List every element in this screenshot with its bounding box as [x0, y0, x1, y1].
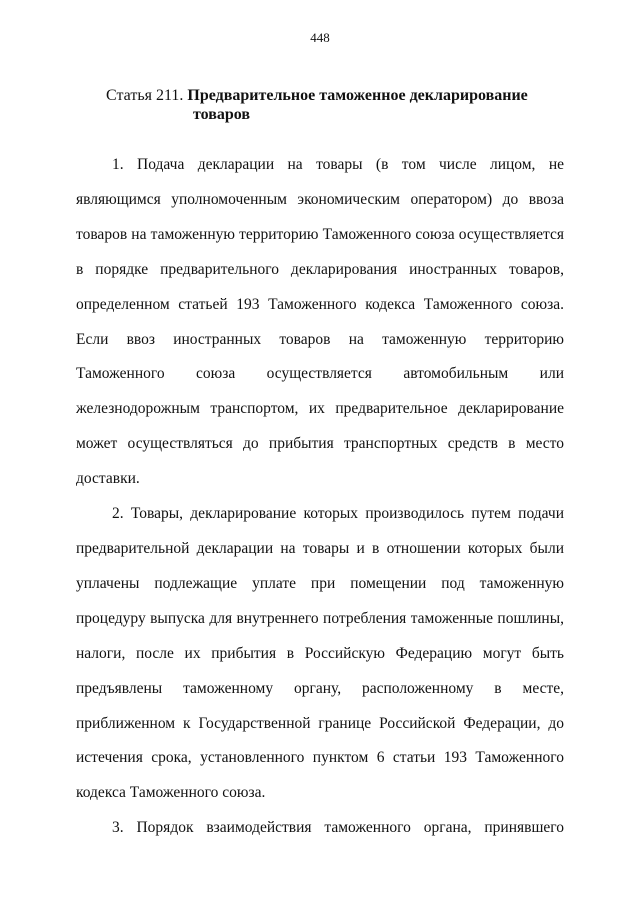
article-label: Статья 211.	[106, 87, 184, 104]
paragraph-2: 2. Товары, декларирование которых производилось путем подачи предварительной декларации на товары и в отношении которых были уплачены подлежащие уплате при помещении под таможенную процедуру выпуска для внутреннего потребления таможенные пошлины, налоги, после их прибытия в Российскую Федерацию могут быть предъявлены таможенному органу, расположенному в месте, приближенном к Государственной границе Российской Федерации, до истечения срока, установленного пунктом 6 статьи 193 Таможенного кодекса Таможенного союза.	[76, 505, 564, 802]
page-number: 448	[310, 30, 330, 45]
article-title-continuation: товаров	[193, 106, 251, 123]
article-heading	[106, 86, 546, 124]
paragraph-1: 1. Подача декларации на товары (в том числе лицом, не являющимся уполномоченным экономическим оператором) до ввоза товаров на таможенную территорию Таможенного союза осуществляется в порядке предварительного декларирования иностранных товаров, определенном статьей 193 Таможенного кодекса Таможенного союза. Если ввоз иностранных товаров на таможенную территорию Таможенного союза осуществляется автомобильным или железнодорожным транспортом, их предварительное декларирование может осуществляться до прибытия транспортных средств в место доставки.	[76, 156, 564, 488]
paragraph-3: 3. Порядок взаимодействия таможенного органа, принявшего	[112, 819, 564, 837]
article-body	[76, 148, 564, 846]
article-title: Предварительное таможенное декларирование	[187, 87, 528, 104]
